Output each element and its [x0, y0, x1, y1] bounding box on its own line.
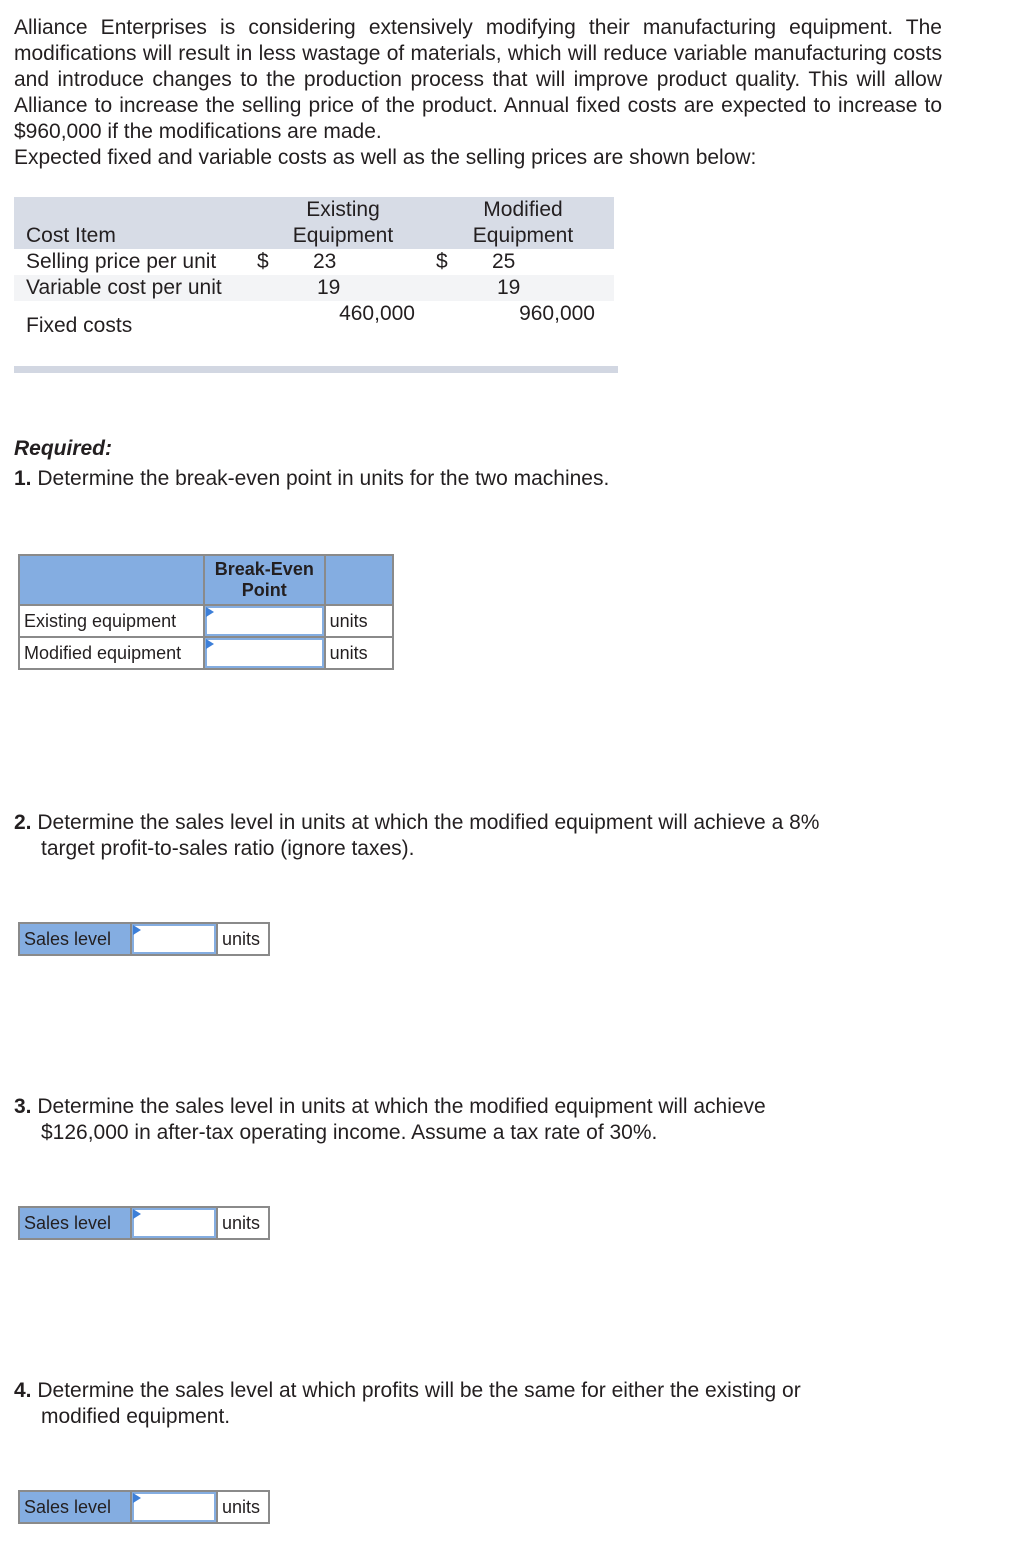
- answer-4-input[interactable]: [132, 1492, 216, 1522]
- input-flag-icon: [133, 925, 141, 935]
- modified-equipment-input[interactable]: [205, 638, 324, 668]
- answer-3-table: [18, 1206, 270, 1240]
- answer-2-label: Sales level: [19, 923, 131, 955]
- question-4-line1: Determine the sales level at which profits will be the same for either the existing or: [37, 1379, 801, 1402]
- row-variable-cost-modified: 19: [497, 276, 521, 299]
- row-selling-price-existing: 23: [313, 250, 337, 273]
- row-selling-price-modified: 25: [492, 250, 516, 273]
- existing-header-line1: Existing: [306, 198, 380, 221]
- required-title: Required:: [14, 437, 113, 460]
- break-even-header-unit-col: [325, 555, 393, 605]
- answer-4-table: [18, 1490, 270, 1524]
- question-3: [14, 1094, 942, 1146]
- row-variable-cost-existing: 19: [317, 276, 341, 299]
- existing-header-line2: Equipment: [292, 224, 394, 247]
- answer-2-table: [18, 922, 270, 956]
- intro-paragraph: [14, 15, 942, 171]
- modified-header-line2: Equipment: [472, 224, 574, 247]
- input-flag-icon: [133, 1209, 141, 1219]
- question-3-line1: Determine the sales level in units at which the modified equipment will achieve: [37, 1095, 766, 1118]
- question-2-line2: target profit-to-sales ratio (ignore taxes).: [41, 837, 415, 860]
- question-2-line1: Determine the sales level in units at which the modified equipment will achieve a 8%: [37, 811, 820, 834]
- answer-2-input-cell: [131, 923, 217, 955]
- question-1-text: Determine the break-even point in units for the two machines.: [37, 467, 610, 490]
- modified-equipment-unit: units: [325, 637, 393, 669]
- existing-equipment-input[interactable]: [205, 606, 324, 636]
- cost-item-header: Cost Item: [26, 224, 116, 247]
- existing-equipment-input-cell: [204, 605, 325, 637]
- answer-4-label: Sales level: [19, 1491, 131, 1523]
- row-variable-cost-label: Variable cost per unit: [26, 276, 222, 299]
- cost-table-bottom-rule: [14, 366, 618, 373]
- answer-2-input[interactable]: [132, 924, 216, 954]
- break-even-header: [204, 555, 325, 605]
- intro-text: Alliance Enterprises is considering extensively modifying their manufacturing equipment. The modifications will result in less wastage of materials, which will reduce variable manufacturing costs and introduce changes to the production process that will improve product quality. This will allow Alliance to increase the selling price of the product. Annual fixed costs are expected to increase to $960,000 if the modifications are made.: [14, 16, 942, 143]
- row-selling-price-modified-symbol: $: [436, 250, 448, 273]
- question-4-line2: modified equipment.: [41, 1405, 231, 1428]
- question-1: [14, 466, 609, 492]
- question-4: [14, 1378, 801, 1430]
- question-3-line2: $126,000 in after-tax operating income. Assume a tax rate of 30%.: [41, 1121, 658, 1144]
- row-fixed-costs-label: Fixed costs: [26, 314, 133, 337]
- question-1-number: 1.: [14, 467, 32, 490]
- answer-3-label: Sales level: [19, 1207, 131, 1239]
- answer-3-input[interactable]: [132, 1208, 216, 1238]
- input-flag-icon: [206, 639, 214, 649]
- question-4-number: 4.: [14, 1379, 32, 1402]
- row-fixed-costs-existing: 460,000: [339, 302, 415, 325]
- intro-last-line: Expected fixed and variable costs as well as the selling prices are shown below:: [14, 146, 757, 169]
- row-selling-price-label: Selling price per unit: [26, 250, 217, 273]
- break-even-header-line2: Point: [241, 580, 287, 600]
- input-flag-icon: [206, 607, 214, 617]
- answer-4-unit: units: [217, 1491, 269, 1523]
- row-selling-price-existing-symbol: $: [257, 250, 269, 273]
- break-even-table: [18, 554, 394, 670]
- existing-equipment-unit: units: [325, 605, 393, 637]
- cost-table: [14, 197, 618, 375]
- answer-4-input-cell: [131, 1491, 217, 1523]
- modified-header-line1: Modified: [483, 198, 563, 221]
- modified-equipment-input-cell: [204, 637, 325, 669]
- existing-equipment-label: Existing equipment: [19, 605, 204, 637]
- table-row: [19, 605, 393, 637]
- input-flag-icon: [133, 1493, 141, 1503]
- answer-3-unit: units: [217, 1207, 269, 1239]
- question-2-number: 2.: [14, 811, 32, 834]
- answer-3-input-cell: [131, 1207, 217, 1239]
- break-even-table-corner: [19, 555, 204, 605]
- table-row: [19, 637, 393, 669]
- question-2: [14, 810, 819, 862]
- break-even-header-line1: Break-Even: [214, 559, 314, 579]
- modified-equipment-label: Modified equipment: [19, 637, 204, 669]
- row-fixed-costs-modified: 960,000: [519, 302, 595, 325]
- question-3-number: 3.: [14, 1095, 32, 1118]
- answer-2-unit: units: [217, 923, 269, 955]
